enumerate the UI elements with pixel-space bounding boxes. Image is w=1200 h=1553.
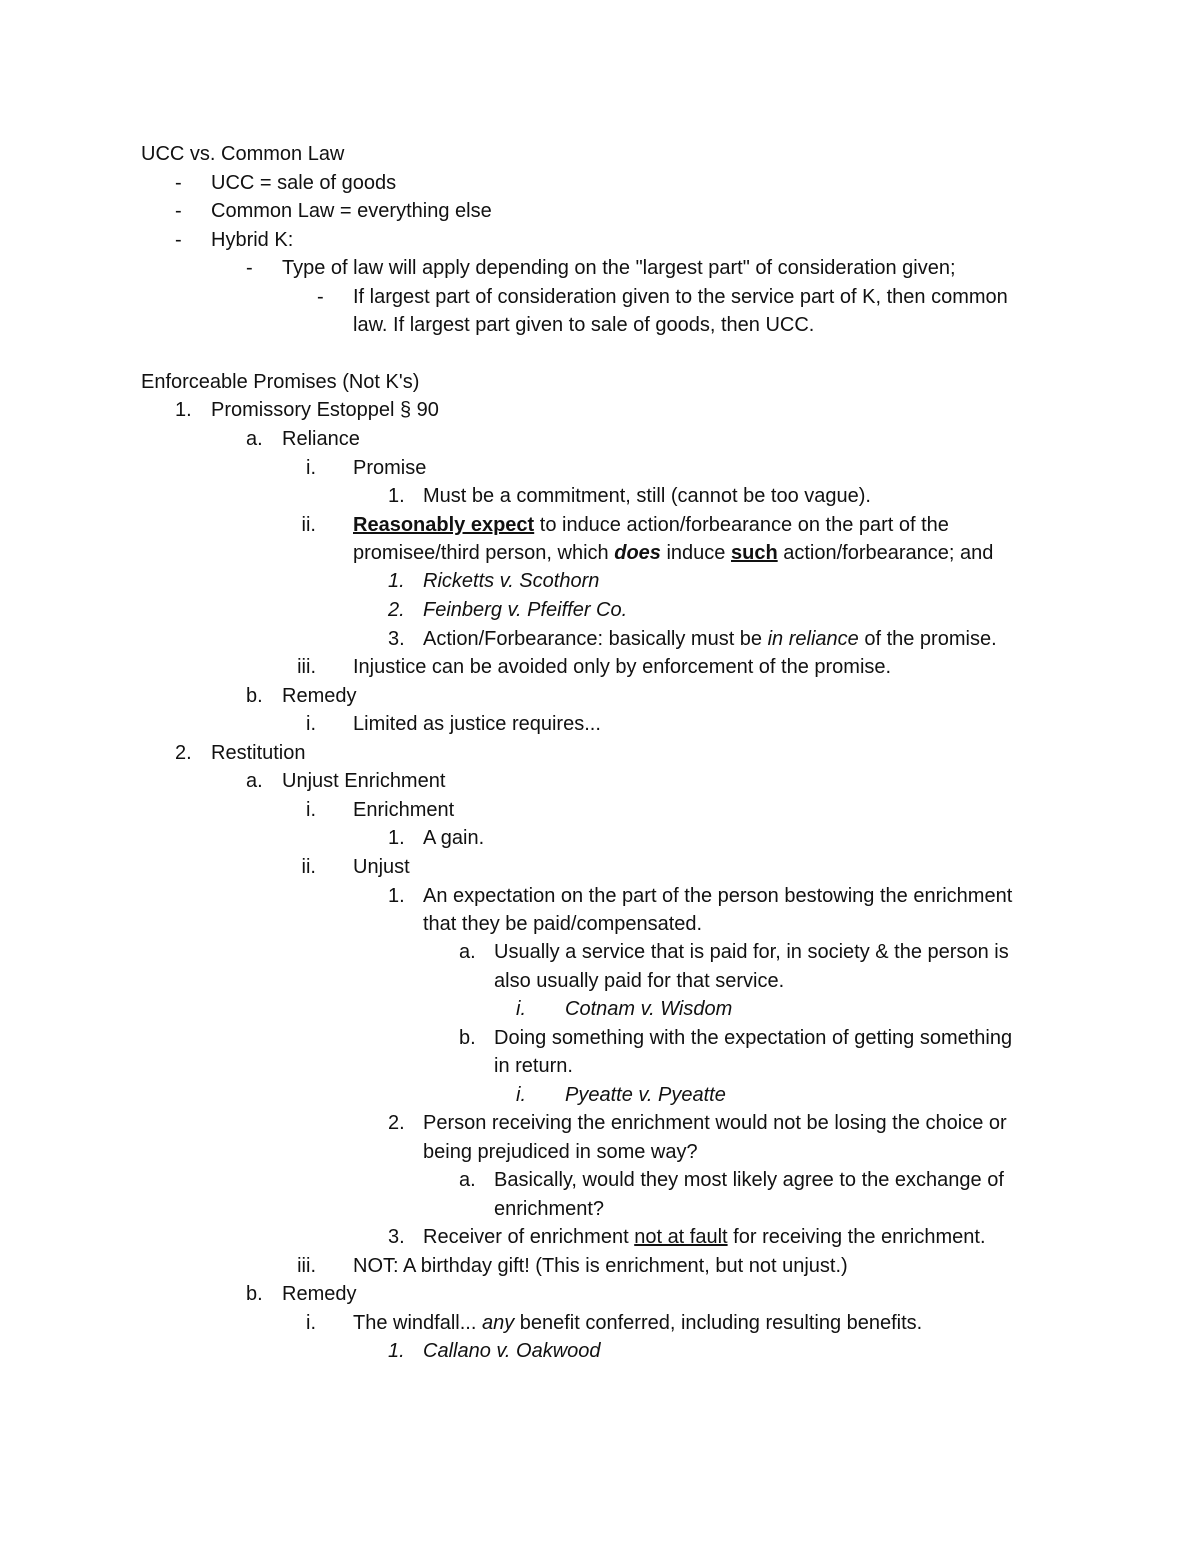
reasonably-expect-line: Reasonably expect to induce action/forbearance on the part of the xyxy=(353,514,949,536)
document-page: UCC vs. Common Law - UCC = sale of goods - Common Law = everything else - Hybrid K: - Type of law will apply depending on the "largest part" of consideration given; - If largest part of consideration given to the service part of K, then common law. If largest part given to sale of goods, then UCC. Enforceable Promises (Not K's) 1. Promissory Estoppel § 90 a. Reliance i. Promise 1. Must be a commitment, still (cannot be too vague). ii. Reasonably expect to induce action/forbearance on the part of the promisee/third person, which does induce such action/forbearance; and 1. Ricketts v. Scothorn 2. Feinberg v. Pfeiffer Co. 3. Action/Forbearance: basically must be in reliance of the promise. iii. Injustice can be avoided only by enforcement of the promise. b. Remedy i. Limited as justice requires... 2. Restitution a. Unjust Enrichment i. Enrichment 1. A gain. ii. Unjust 1. An expectation on the part of the person bestowing the enrichment that they be paid/compensated. a. Usually a service that is paid for, in society & the person is also usually paid for that service. i. Cotnam v. Wisdom b. Doing something with the expectation of getting something in return. i. Pyeatte v. Pyeatte 2. Person receiving the enrichment would not be losing the choice or being prejudiced in some way? a. Basically, would they most likely agree to the exchange of enrichment? 3. Receiver of enrichment not at fault for receiving the enrichment. iii. NOT: A birthday gift! (This is enrichment, but not unjust.) b. Remedy i. The windfall... any benefit conferred, including resulting benefits. 1. Callano v. Oakwood xyxy=(141,143,1013,1362)
reasonably-expect-line-2: promisee/third person, which does induce such action/forbearance; and xyxy=(353,542,994,564)
